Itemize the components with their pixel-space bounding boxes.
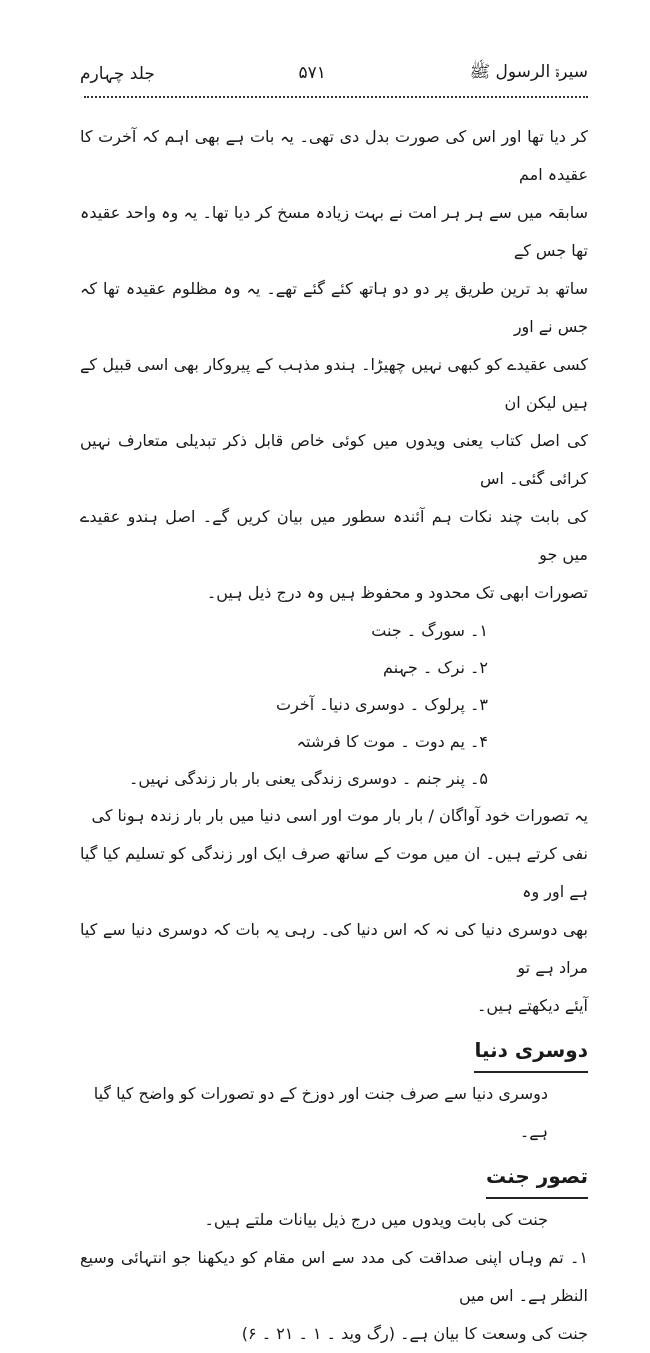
text-line: بھی دوسری دنیا کی نہ کہ اس دنیا کی۔ رہی یہ بات کہ دوسری دنیا سے کیا مراد ہے تو xyxy=(80,920,588,977)
text-line: کسی عقیدے کو کبھی نہیں چھیڑا۔ ہندو مذہب کے پیروکار بھی اسی قبیل کے ہیں لیکن ان xyxy=(80,355,588,412)
text-line: سابقہ میں سے ہر ہر امت نے بہت زیادہ مسخ کر دیا تھا۔ یہ وہ واحد عقیدہ تھا جس کے xyxy=(80,203,588,260)
concept-list xyxy=(80,612,588,797)
page-header xyxy=(80,56,588,90)
text-line: تصورات ابھی تک محدود و محفوظ ہیں وہ درج ذیل ہیں۔ xyxy=(206,583,588,602)
list-item: ۱۔ سورگ ۔ جنت xyxy=(371,621,488,640)
text-line: ۱۔ تم وہاں اپنی صداقت کی مدد سے اس مقام کو دیکھنا جو انتہائی وسیع النظر ہے۔ اس میں xyxy=(80,1248,588,1305)
list-item: ۴۔ یم دوت ۔ موت کا فرشتہ xyxy=(296,732,488,751)
text-line: نفی کرتے ہیں۔ ان میں موت کے ساتھ صرف ایک اور زندگی کو تسلیم کیا گیا ہے اور وہ xyxy=(80,844,588,901)
text-line: یہ تصورات خود آواگان / بار بار موت اور اسی دنیا میں بار بار زندہ ہونا کی xyxy=(91,806,588,825)
section-heading-paradise: تصور جنت xyxy=(486,1155,588,1199)
header-divider xyxy=(84,96,588,98)
list-item: ۳۔ پرلوک ۔ دوسری دنیا۔ آخرت xyxy=(275,695,488,714)
text-line: ساتھ بد ترین طریق پر دو دو ہاتھ کئے گئے تھے۔ یہ وہ مظلوم عقیدہ تھا کہ جس نے اور xyxy=(80,279,588,336)
text-line: جنت کی بابت ویدوں میں درج ذیل بیانات ملتے ہیں۔ xyxy=(204,1210,548,1229)
section-heading-other-world: دوسری دنیا xyxy=(474,1029,588,1073)
text-line: کر دیا تھا اور اس کی صورت بدل دی تھی۔ یہ بات ہے بھی اہم کہ آخرت کا عقیدہ امم xyxy=(80,127,588,184)
page-body xyxy=(80,118,588,1353)
text-line: کی بابت چند نکات ہم آئندہ سطور میں بیان کریں گے۔ اصل ہندو عقیدے میں جو xyxy=(80,507,588,564)
page-number: ۵۷۱ xyxy=(298,63,326,83)
list-item: ۲۔ نرک ۔ جہنم xyxy=(383,658,488,677)
book-title: سیرۃ الرسول ﷺ xyxy=(469,61,588,82)
text-line: آیئے دیکھتے ہیں۔ xyxy=(476,996,588,1015)
text-line: جنت کی وسعت کا بیان ہے۔ (رگ وید ۔ ۱ ۔ ۲۱ ۔ ۶) xyxy=(241,1324,588,1343)
text-line: دوسری دنیا سے صرف جنت اور دوزخ کے دو تصورات کو واضح کیا گیا ہے۔ xyxy=(93,1084,548,1141)
text-line: کی اصل کتاب یعنی ویدوں میں کوئی خاص قابل ذکر تبدیلی متعارف نہیں کرائی گئی۔ اس xyxy=(80,431,588,488)
volume-label: جلد چہارم xyxy=(80,63,155,84)
list-item: ۵۔ پنر جنم ۔ دوسری زندگی یعنی بار بار زندگی نہیں۔ xyxy=(128,769,488,788)
